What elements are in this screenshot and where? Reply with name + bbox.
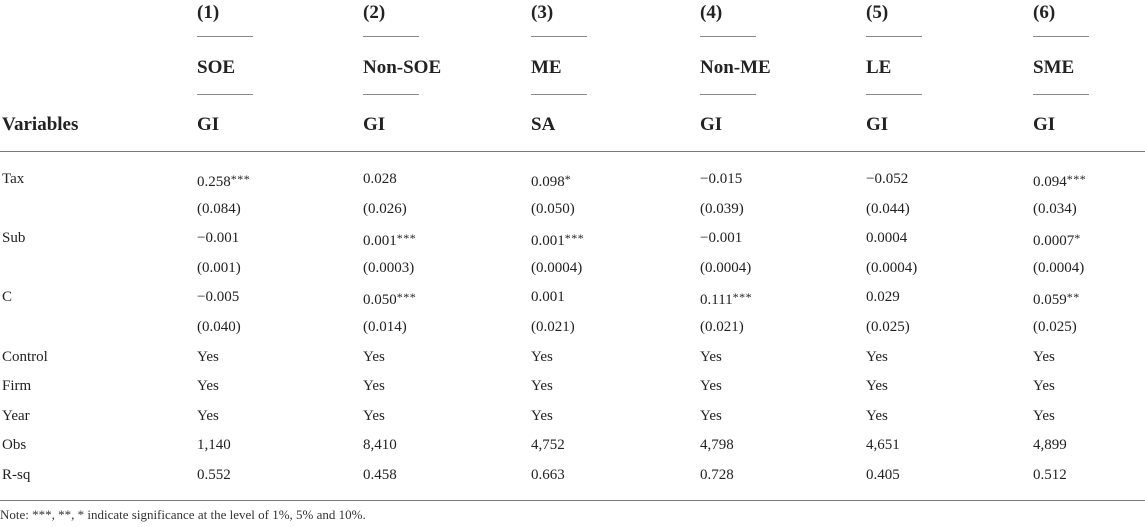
table-cell (700, 229, 742, 247)
cell-value: Yes (363, 408, 385, 424)
table-cell (363, 259, 414, 277)
cell-value: Yes (700, 408, 722, 424)
cell-value: 0.405 (866, 467, 900, 483)
cell-value: −0.005 (197, 289, 240, 305)
row-label: Sub (2, 230, 26, 246)
significance-stars: *** (396, 231, 417, 245)
table-cell (700, 170, 742, 188)
column-group: Non-ME (700, 57, 771, 78)
table-cell (1033, 200, 1077, 218)
cell-value: −0.015 (700, 171, 743, 187)
column-dep-var: GI (866, 114, 889, 135)
cell-value: 4,899 (1033, 437, 1067, 453)
column-dep-var: GI (197, 114, 220, 135)
cell-value: (0.039) (700, 201, 744, 217)
column-rule (531, 36, 587, 37)
row-label: Year (2, 408, 30, 424)
column-rule (700, 94, 756, 95)
column-rule (1033, 94, 1089, 95)
cell-value: (0.044) (866, 201, 910, 217)
table-cell (197, 348, 219, 366)
table-cell (866, 407, 888, 425)
table-cell (866, 318, 910, 336)
cell-value: Yes (866, 378, 888, 394)
column-rule (1033, 36, 1089, 37)
table-cell (531, 259, 582, 277)
table-cell (531, 466, 565, 484)
table-cell (700, 348, 722, 366)
cell-value: (0.0004) (531, 260, 583, 276)
table-cell (1033, 170, 1086, 191)
table-cell (531, 229, 584, 250)
cell-value: −0.001 (197, 230, 240, 246)
cell-value: 8,410 (363, 437, 397, 453)
table-cell (197, 200, 241, 218)
cell-value: 0.258 (197, 174, 231, 190)
table-cell (197, 288, 239, 306)
table-cell (866, 170, 908, 188)
table-cell (531, 318, 575, 336)
table-cell (531, 170, 571, 191)
table-cell (700, 377, 722, 395)
cell-value: Yes (197, 408, 219, 424)
column-number: (3) (531, 2, 554, 23)
cell-value: (0.001) (197, 260, 241, 276)
cell-value: Yes (197, 378, 219, 394)
table-cell (1033, 318, 1077, 336)
table-cell (866, 200, 910, 218)
cell-value: (0.0003) (363, 260, 415, 276)
table-cell (531, 436, 565, 454)
table-cell (1033, 436, 1067, 454)
column-rule (531, 94, 587, 95)
table-cell (866, 288, 900, 306)
row-label: Firm (2, 378, 32, 394)
cell-value: 0.512 (1033, 467, 1067, 483)
cell-value: 0.111 (700, 292, 733, 308)
cell-value: 0.001 (531, 233, 565, 249)
cell-value: 0.059 (1033, 292, 1067, 308)
cell-value: (0.034) (1033, 201, 1077, 217)
cell-value: Yes (866, 349, 888, 365)
table-cell (700, 259, 751, 277)
row-label: R-sq (2, 467, 31, 483)
cell-value: (0.050) (531, 201, 575, 217)
table-cell (363, 318, 407, 336)
table-note: Note: ***, **, * indicate significance at the level of 1%, 5% and 10%. (0, 507, 366, 522)
cell-value: (0.084) (197, 201, 241, 217)
cell-value: Yes (197, 349, 219, 365)
cell-value: 0.001 (531, 289, 565, 305)
table-cell (866, 436, 900, 454)
cell-value: Yes (531, 349, 553, 365)
column-group: ME (531, 57, 562, 78)
cell-value: 0.098 (531, 174, 565, 190)
cell-value: 4,651 (866, 437, 900, 453)
significance-stars: *** (564, 231, 585, 245)
table-cell (363, 200, 407, 218)
table-cell (700, 466, 734, 484)
table-cell (866, 466, 900, 484)
cell-value: Yes (363, 378, 385, 394)
table-cell (531, 377, 553, 395)
cell-value: (0.0004) (700, 260, 752, 276)
significance-stars: *** (732, 290, 753, 304)
row-label: Tax (2, 171, 25, 187)
table-cell (700, 200, 744, 218)
table-cell (531, 407, 553, 425)
table-cell (363, 170, 397, 188)
cell-value: −0.052 (866, 171, 909, 187)
significance-stars: ** (1066, 290, 1080, 304)
cell-value: (0.021) (531, 319, 575, 335)
cell-value: Yes (1033, 349, 1055, 365)
cell-value: 0.029 (866, 289, 900, 305)
cell-value: 0.458 (363, 467, 397, 483)
table-cell (866, 348, 888, 366)
table-cell (1033, 259, 1084, 277)
cell-value: (0.0004) (866, 260, 918, 276)
cell-value: −0.001 (700, 230, 743, 246)
column-group: Non-SOE (363, 57, 442, 78)
table-cell (197, 318, 241, 336)
cell-value: (0.026) (363, 201, 407, 217)
table-cell (363, 348, 385, 366)
table-cell (1033, 466, 1067, 484)
cell-value: (0.040) (197, 319, 241, 335)
column-number: (4) (700, 2, 723, 23)
column-group: SME (1033, 57, 1075, 78)
row-label: Obs (2, 437, 27, 453)
column-rule (866, 36, 922, 37)
table-cell (197, 436, 231, 454)
table-cell (700, 436, 734, 454)
column-dep-var: GI (1033, 114, 1056, 135)
cell-value: Yes (531, 408, 553, 424)
cell-value: (0.014) (363, 319, 407, 335)
header-bottom-rule (0, 151, 1145, 152)
cell-value: (0.025) (1033, 319, 1077, 335)
cell-value: 0.028 (363, 171, 397, 187)
table-cell (866, 377, 888, 395)
cell-value: Yes (531, 378, 553, 394)
table-cell (197, 170, 250, 191)
table-cell (363, 407, 385, 425)
table-cell (197, 407, 219, 425)
table-cell (197, 377, 219, 395)
table-cell (363, 466, 397, 484)
table-cell (1033, 407, 1055, 425)
cell-value: 0.0004 (866, 230, 908, 246)
column-number: (2) (363, 2, 386, 23)
cell-value: (0.021) (700, 319, 744, 335)
table-bottom-rule (0, 500, 1145, 501)
table-cell (363, 288, 416, 309)
cell-value: Yes (1033, 378, 1055, 394)
column-group: SOE (197, 57, 236, 78)
cell-value: (0.0004) (1033, 260, 1085, 276)
cell-value: Yes (866, 408, 888, 424)
cell-value: 0.0007 (1033, 233, 1075, 249)
cell-value: Yes (363, 349, 385, 365)
table-cell (363, 229, 416, 250)
row-label: Control (2, 349, 48, 365)
cell-value: (0.025) (866, 319, 910, 335)
significance-stars: * (1074, 231, 1081, 245)
cell-value: 0.552 (197, 467, 231, 483)
cell-value: 1,140 (197, 437, 231, 453)
column-rule (700, 36, 756, 37)
column-dep-var: GI (363, 114, 386, 135)
cell-value: 0.663 (531, 467, 565, 483)
significance-stars: *** (396, 290, 417, 304)
cell-value: Yes (700, 378, 722, 394)
table-cell (700, 318, 744, 336)
cell-value: 0.050 (363, 292, 397, 308)
table-cell (866, 229, 907, 247)
cell-value: 4,798 (700, 437, 734, 453)
cell-value: Yes (700, 349, 722, 365)
column-rule (197, 36, 253, 37)
table-cell (531, 200, 575, 218)
cell-value: 4,752 (531, 437, 565, 453)
table-cell (531, 288, 565, 306)
column-rule (866, 94, 922, 95)
table-cell (363, 377, 385, 395)
table-cell (197, 229, 239, 247)
cell-value: Yes (1033, 408, 1055, 424)
row-label: C (2, 289, 13, 305)
table-cell (1033, 288, 1080, 309)
column-rule (197, 94, 253, 95)
column-rule (363, 36, 419, 37)
table-cell (1033, 377, 1055, 395)
cell-value: 0.094 (1033, 174, 1067, 190)
column-number: (5) (866, 2, 889, 23)
significance-stars: *** (1066, 172, 1087, 186)
table-cell (700, 288, 752, 309)
stub-header: Variables (2, 114, 79, 135)
table-cell (1033, 229, 1081, 250)
table-cell (1033, 348, 1055, 366)
column-number: (6) (1033, 2, 1056, 23)
column-rule (363, 94, 419, 95)
table-cell (531, 348, 553, 366)
significance-stars: *** (230, 172, 251, 186)
column-dep-var: GI (700, 114, 723, 135)
column-group: LE (866, 57, 892, 78)
column-number: (1) (197, 2, 220, 23)
significance-stars: * (564, 172, 572, 186)
table-cell (197, 466, 231, 484)
column-dep-var: SA (531, 114, 556, 135)
table-cell (866, 259, 917, 277)
cell-value: 0.001 (363, 233, 397, 249)
cell-value: 0.728 (700, 467, 734, 483)
table-cell (363, 436, 397, 454)
table-cell (197, 259, 241, 277)
table-cell (700, 407, 722, 425)
